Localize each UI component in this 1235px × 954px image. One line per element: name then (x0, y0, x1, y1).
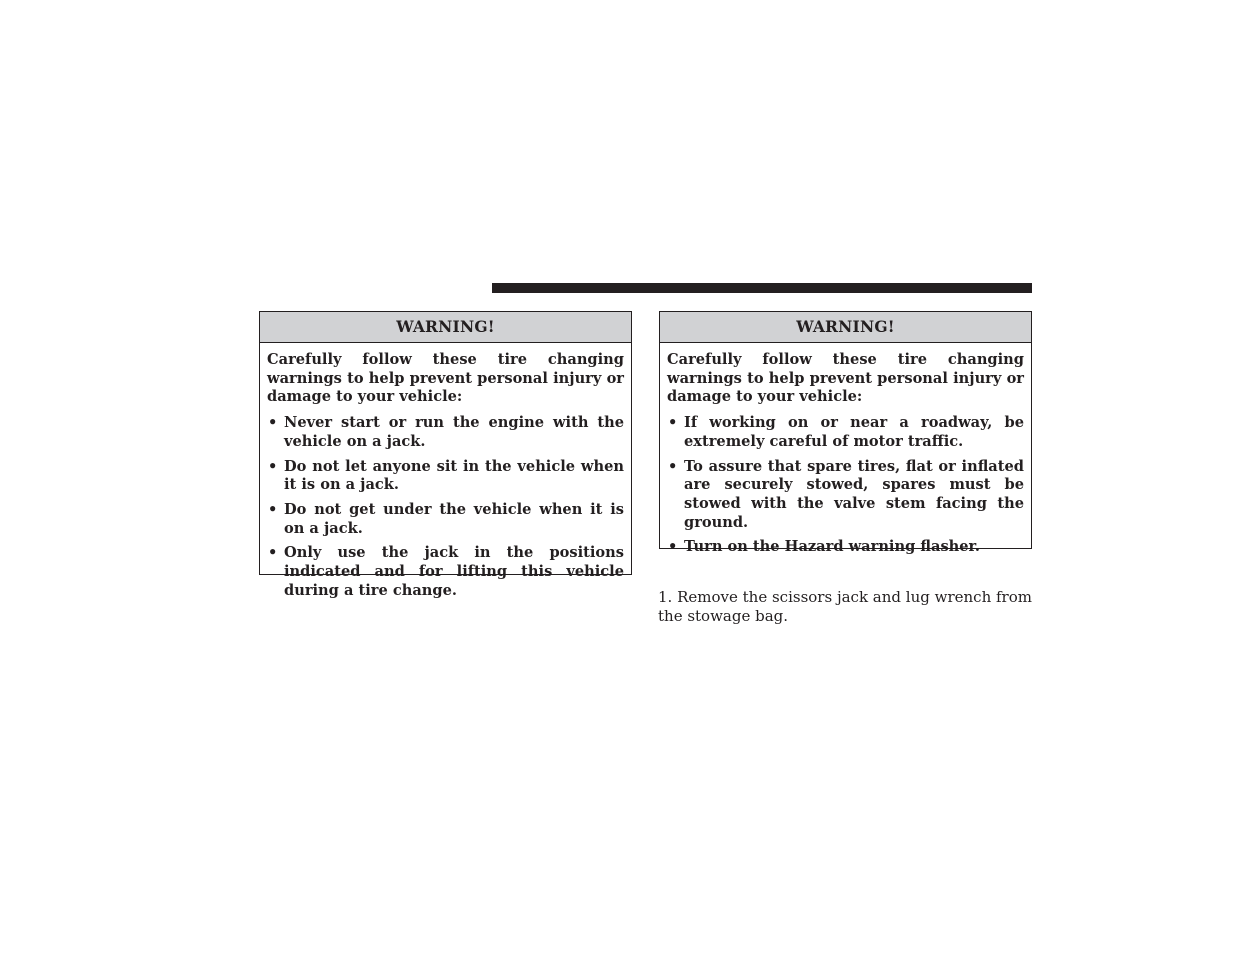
warning-intro: Carefully follow these tire changing warnings to help prevent personal injury or damage to your vehicle: (267, 351, 624, 406)
warning-intro: Carefully follow these tire changing warnings to help prevent personal injury or damage to your vehicle: (667, 351, 1024, 406)
bullet-icon: • (668, 457, 678, 475)
warning-body (660, 343, 1031, 557)
warning-list-item (667, 414, 1024, 451)
warning-list-item (667, 538, 1024, 557)
warning-title: WARNING! (260, 312, 631, 343)
warning-list-item (267, 458, 624, 495)
warning-list-item (267, 544, 624, 600)
warning-list-item-text: If working on or near a roadway, be extremely careful of motor traffic. (684, 414, 1024, 450)
bullet-icon: • (268, 414, 278, 432)
bullet-icon: • (268, 500, 278, 518)
warning-title: WARNING! (660, 312, 1031, 343)
warning-list-item (667, 458, 1024, 533)
bullet-icon: • (668, 538, 678, 556)
instruction-step-1: 1. Remove the scissors jack and lug wrench from the stowage bag. (658, 588, 1032, 625)
warning-list (667, 414, 1024, 557)
warning-list-item (267, 501, 624, 538)
bullet-icon: • (268, 457, 278, 475)
warning-list-item-text: Only use the jack in the positions indicated and for lifting this vehicle during a tire change. (284, 544, 624, 599)
warning-list (267, 414, 624, 600)
warning-list-item-text: Do not let anyone sit in the vehicle when it is on a jack. (284, 457, 624, 494)
warning-list-item (267, 414, 624, 451)
bullet-icon: • (268, 544, 278, 562)
warning-body (260, 343, 631, 600)
warning-list-item-text: Turn on the Hazard warning flasher. (684, 538, 980, 556)
warning-box-right (659, 311, 1032, 556)
warning-list-item-text: Do not get under the vehicle when it is on a jack. (284, 500, 624, 537)
bullet-icon: • (668, 414, 678, 432)
warning-list-item-text: To assure that spare tires, flat or inflated are securely stowed, spares must be stowed with the valve stem facing the ground. (684, 457, 1024, 531)
warning-box-left (259, 311, 632, 599)
warning-list-item-text: Never start or run the engine with the vehicle on a jack. (284, 414, 624, 450)
section-header-rule (492, 283, 1032, 293)
